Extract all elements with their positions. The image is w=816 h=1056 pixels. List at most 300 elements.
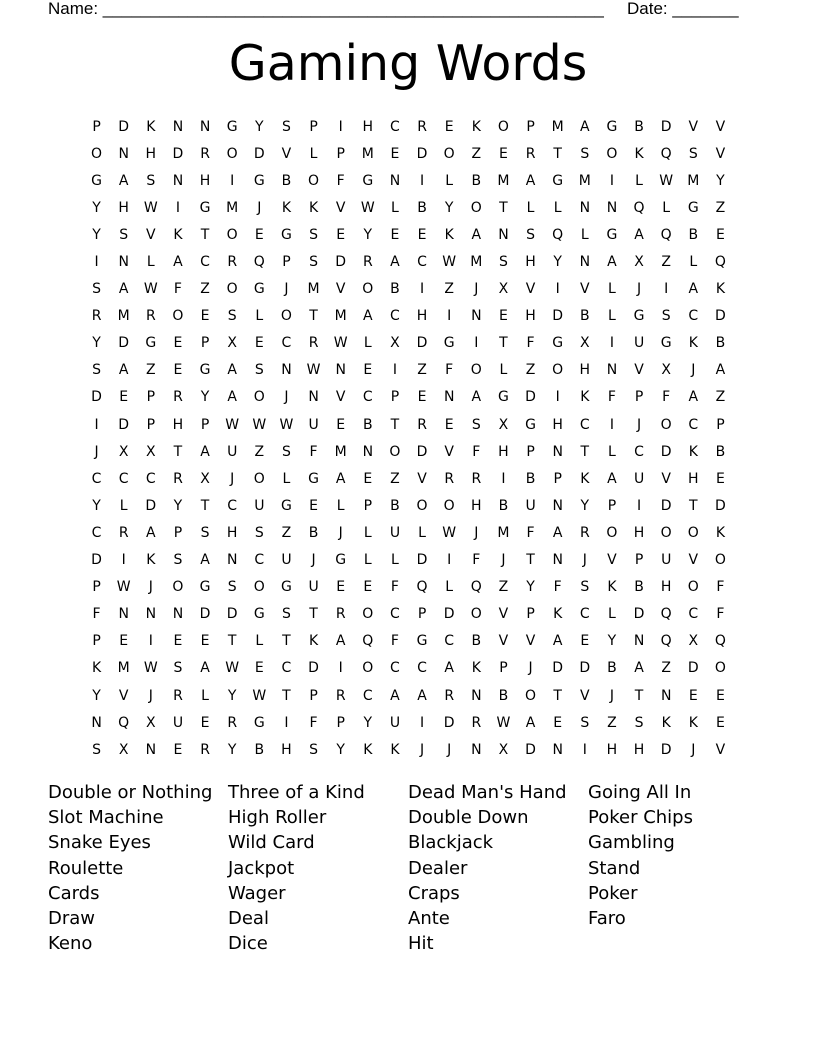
grid-letter: H xyxy=(471,497,482,514)
grid-letter: O xyxy=(91,145,103,162)
grid-letter: L xyxy=(363,524,372,541)
grid-letter: X xyxy=(580,335,590,352)
grid-letter: C xyxy=(118,470,129,487)
grid-letter: S xyxy=(92,362,101,379)
grid-letter: M xyxy=(497,524,510,541)
grid-letter: O xyxy=(687,524,699,541)
word-list-item: Ante xyxy=(408,907,450,929)
grid-letter: W xyxy=(225,660,240,677)
grid-letter: Z xyxy=(390,470,400,487)
grid-letter: A xyxy=(335,470,346,487)
grid-letter: K xyxy=(688,443,698,460)
grid-letter: A xyxy=(200,552,210,569)
grid-letter: L xyxy=(146,254,155,271)
grid-letter: G xyxy=(687,199,699,216)
word-list-item: Poker xyxy=(588,882,638,904)
grid-letter: T xyxy=(499,199,508,216)
grid-letter: B xyxy=(254,741,265,758)
grid-letter: O xyxy=(470,362,482,379)
grid-row xyxy=(83,140,734,167)
grid-letter: E xyxy=(173,362,183,379)
grid-letter: H xyxy=(199,172,211,189)
grid-letter: L xyxy=(445,579,454,596)
grid-letter: N xyxy=(443,389,455,406)
grid-letter: E xyxy=(119,633,129,650)
grid-letter: S xyxy=(254,362,264,379)
word-list-item: Craps xyxy=(408,882,460,904)
grid-letter: J xyxy=(284,281,289,298)
grid-letter: D xyxy=(633,606,645,623)
grid-letter: E xyxy=(363,579,373,596)
grid-letter: E xyxy=(580,633,590,650)
grid-letter: V xyxy=(525,633,536,650)
grid-letter: N xyxy=(118,254,129,271)
grid-letter: S xyxy=(146,172,156,189)
grid-letter: Y xyxy=(92,226,101,243)
grid-letter: M xyxy=(578,172,591,189)
grid-letter: X xyxy=(118,741,129,758)
grid-row xyxy=(83,438,734,465)
grid-letter: R xyxy=(471,714,482,731)
grid-letter: D xyxy=(715,308,726,325)
grid-letter: M xyxy=(497,172,510,189)
grid-letter: E xyxy=(499,145,508,162)
grid-letter: O xyxy=(253,579,265,596)
grid-letter: V xyxy=(281,145,292,162)
grid-letter: Y xyxy=(553,254,562,271)
grid-letter: L xyxy=(608,606,616,623)
grid-letter: L xyxy=(608,281,616,298)
grid-letter: V xyxy=(715,118,726,135)
word-list-item: Wager xyxy=(228,882,286,904)
grid-letter: H xyxy=(552,416,563,433)
grid-letter: S xyxy=(119,226,129,243)
grid-letter: F xyxy=(445,362,454,379)
grid-letter: G xyxy=(606,118,618,135)
grid-letter: Z xyxy=(146,362,156,379)
grid-letter: J xyxy=(338,524,343,541)
grid-letter: F xyxy=(716,579,725,596)
grid-letter: C xyxy=(634,443,644,460)
grid-letter: D xyxy=(118,416,130,433)
grid-letter: U xyxy=(661,552,672,569)
grid-letter: G xyxy=(91,172,102,189)
grid-letter: D xyxy=(525,741,536,758)
grid-letter: S xyxy=(281,606,291,623)
grid-letter: F xyxy=(92,606,101,623)
word-list xyxy=(48,780,788,956)
grid-letter: R xyxy=(200,741,210,758)
grid-letter: V xyxy=(634,362,644,379)
grid-letter: N xyxy=(308,389,319,406)
grid-letter: P xyxy=(634,552,644,569)
word-list-item: High Roller xyxy=(228,807,327,829)
grid-letter: O xyxy=(172,579,184,596)
grid-letter: B xyxy=(715,443,726,460)
grid-letter: F xyxy=(390,633,399,650)
grid-letter: D xyxy=(715,497,726,514)
grid-letter: G xyxy=(362,172,374,189)
grid-letter: B xyxy=(390,281,400,298)
grid-letter: V xyxy=(146,226,156,243)
grid-letter: N xyxy=(145,606,157,623)
grid-row xyxy=(83,276,734,303)
grid-letter: Q xyxy=(416,579,428,596)
grid-letter: D xyxy=(443,714,455,731)
grid-letter: P xyxy=(716,416,725,433)
grid-letter: V xyxy=(580,687,590,704)
grid-letter: N xyxy=(91,714,102,731)
grid-row xyxy=(83,709,734,736)
grid-letter: Y xyxy=(200,389,210,406)
grid-letter: I xyxy=(121,552,126,569)
word-list-item: Deal xyxy=(228,907,269,929)
grid-letter: O xyxy=(606,145,618,162)
grid-letter: I xyxy=(419,172,425,189)
grid-letter: P xyxy=(146,416,156,433)
grid-letter: E xyxy=(716,714,725,731)
grid-letter: Y xyxy=(444,199,454,216)
grid-letter: V xyxy=(417,470,427,487)
grid-letter: N xyxy=(552,497,563,514)
grid-letter: W xyxy=(496,714,511,731)
grid-letter: I xyxy=(230,172,235,189)
grid-letter: I xyxy=(392,362,397,379)
grid-letter: S xyxy=(227,308,237,325)
grid-letter: D xyxy=(660,443,672,460)
grid-letter: S xyxy=(471,416,481,433)
grid-letter: U xyxy=(633,470,645,487)
grid-letter: L xyxy=(391,552,399,569)
grid-letter: N xyxy=(362,443,374,460)
grid-letter: I xyxy=(609,416,614,433)
grid-letter: W xyxy=(442,524,457,541)
grid-letter: G xyxy=(335,552,347,569)
grid-letter: A xyxy=(173,254,183,271)
grid-letter: E xyxy=(444,416,454,433)
grid-letter: V xyxy=(715,741,726,758)
grid-letter: H xyxy=(118,199,129,216)
grid-letter: E xyxy=(200,714,210,731)
grid-letter: E xyxy=(417,226,427,243)
word-list-item: Dealer xyxy=(408,857,468,879)
grid-letter: C xyxy=(390,606,400,623)
grid-letter: H xyxy=(525,308,536,325)
grid-letter: U xyxy=(525,497,536,514)
grid-letter: H xyxy=(688,470,699,487)
grid-letter: N xyxy=(471,741,482,758)
grid-row xyxy=(83,411,734,438)
grid-letter: D xyxy=(335,254,347,271)
word-list-item: Double Down xyxy=(408,807,529,829)
grid-letter: E xyxy=(499,308,508,325)
grid-letter: Q xyxy=(660,145,672,162)
grid-letter: G xyxy=(253,281,265,298)
grid-letter: I xyxy=(582,741,587,758)
grid-letter: F xyxy=(526,524,535,541)
grid-letter: T xyxy=(282,633,291,650)
grid-letter: K xyxy=(580,389,590,406)
grid-letter: L xyxy=(445,172,454,189)
grid-letter: A xyxy=(607,254,617,271)
grid-letter: U xyxy=(281,552,292,569)
grid-letter: G xyxy=(443,335,455,352)
grid-letter: Q xyxy=(118,714,130,731)
grid-letter: P xyxy=(526,443,535,460)
grid-letter: A xyxy=(200,660,210,677)
grid-letter: B xyxy=(607,660,617,677)
grid-letter: V xyxy=(498,633,509,650)
grid-letter: Y xyxy=(580,497,590,514)
grid-letter: B xyxy=(498,687,509,704)
grid-letter: P xyxy=(363,497,373,514)
grid-letter: D xyxy=(416,443,428,460)
grid-letter: F xyxy=(607,389,616,406)
word-list-item: Dice xyxy=(228,933,268,955)
grid-letter: X xyxy=(498,281,509,298)
grid-letter: Y xyxy=(173,497,183,514)
grid-letter: T xyxy=(173,443,183,460)
grid-letter: Q xyxy=(660,226,672,243)
grid-letter: P xyxy=(607,497,617,514)
grid-letter: R xyxy=(525,145,536,162)
grid-letter: E xyxy=(716,226,725,243)
grid-letter: Y xyxy=(255,118,264,135)
grid-letter: N xyxy=(579,254,591,271)
grid-letter: K xyxy=(91,660,102,677)
grid-letter: W xyxy=(252,687,267,704)
grid-letter: C xyxy=(417,660,427,677)
grid-letter: I xyxy=(636,497,642,514)
grid-row xyxy=(83,113,734,140)
grid-letter: K xyxy=(471,660,481,677)
grid-letter: R xyxy=(227,714,238,731)
grid-letter: V xyxy=(525,281,536,298)
grid-letter: N xyxy=(552,443,563,460)
grid-letter: A xyxy=(390,254,400,271)
grid-letter: D xyxy=(91,389,102,406)
grid-letter: O xyxy=(660,416,672,433)
grid-letter: S xyxy=(580,579,590,596)
grid-letter: D xyxy=(416,145,428,162)
grid-letter: W xyxy=(143,199,158,216)
grid-letter: D xyxy=(145,497,157,514)
grid-letter: W xyxy=(252,416,267,433)
grid-letter: K xyxy=(715,281,726,298)
grid-letter: D xyxy=(579,660,591,677)
grid-letter: O xyxy=(362,281,374,298)
grid-letter: C xyxy=(91,524,102,541)
grid-letter: Y xyxy=(336,741,345,758)
grid-letter: H xyxy=(633,524,645,541)
grid-letter: O xyxy=(443,497,455,514)
grid-letter: I xyxy=(419,714,425,731)
grid-letter: D xyxy=(118,335,130,352)
grid-letter: H xyxy=(172,416,184,433)
grid-letter: F xyxy=(553,579,562,596)
grid-letter: R xyxy=(227,254,238,271)
grid-letter: I xyxy=(609,172,614,189)
grid-letter: F xyxy=(472,552,481,569)
grid-letter: K xyxy=(553,606,563,623)
grid-letter: C xyxy=(390,308,400,325)
grid-letter: G xyxy=(606,226,618,243)
grid-letter: A xyxy=(525,714,536,731)
grid-letter: T xyxy=(227,633,237,650)
grid-letter: I xyxy=(284,714,289,731)
grid-letter: F xyxy=(472,443,481,460)
word-list-item: Snake Eyes xyxy=(48,832,151,854)
grid-letter: L xyxy=(255,633,264,650)
grid-letter: K xyxy=(688,335,698,352)
grid-letter: O xyxy=(253,470,265,487)
grid-row xyxy=(83,601,734,628)
grid-letter: I xyxy=(175,199,180,216)
grid-letter: L xyxy=(363,552,372,569)
grid-letter: F xyxy=(390,579,399,596)
grid-letter: V xyxy=(688,118,699,135)
grid-letter: Y xyxy=(92,497,101,514)
grid-letter: A xyxy=(200,443,210,460)
grid-letter: Y xyxy=(227,687,237,704)
grid-letter: N xyxy=(633,633,645,650)
grid-letter: B xyxy=(281,172,292,189)
grid-letter: Y xyxy=(92,687,101,704)
grid-letter: L xyxy=(363,335,372,352)
grid-letter: H xyxy=(362,118,374,135)
grid-letter: L xyxy=(499,362,508,379)
grid-letter: I xyxy=(338,660,343,677)
grid-letter: C xyxy=(688,606,699,623)
grid-letter: N xyxy=(552,552,563,569)
date-field[interactable]: Date: _______ xyxy=(627,0,739,18)
grid-letter: D xyxy=(660,118,672,135)
word-list-item: Three of a Kind xyxy=(228,782,365,803)
grid-letter: W xyxy=(442,254,457,271)
grid-row xyxy=(83,492,734,519)
grid-letter: L xyxy=(336,497,345,514)
grid-letter: N xyxy=(606,199,618,216)
grid-letter: Z xyxy=(444,281,454,298)
grid-letter: G xyxy=(498,389,509,406)
grid-letter: F xyxy=(173,281,182,298)
word-list-item: Dead Man's Hand xyxy=(408,782,567,803)
word-list-item: Hit xyxy=(408,933,434,955)
grid-letter: B xyxy=(634,579,644,596)
grid-letter: A xyxy=(146,524,156,541)
grid-letter: T xyxy=(553,687,562,704)
grid-letter: R xyxy=(335,687,346,704)
grid-letter: X xyxy=(498,741,509,758)
grid-letter: N xyxy=(389,172,401,189)
grid-letter: A xyxy=(335,633,346,650)
grid-row xyxy=(83,384,734,411)
grid-letter: P xyxy=(526,606,535,623)
grid-letter: I xyxy=(447,308,452,325)
grid-letter: A xyxy=(634,660,644,677)
grid-letter: A xyxy=(580,118,590,135)
grid-letter: W xyxy=(360,199,375,216)
grid-letter: K xyxy=(173,226,183,243)
grid-letter: Q xyxy=(714,633,726,650)
grid-letter: V xyxy=(580,281,590,298)
grid-letter: Z xyxy=(498,579,509,596)
grid-row xyxy=(83,221,734,248)
grid-letter: J xyxy=(284,389,289,406)
grid-letter: W xyxy=(659,172,674,189)
grid-letter: H xyxy=(606,741,618,758)
grid-letter: A xyxy=(471,389,482,406)
grid-letter: J xyxy=(447,741,452,758)
grid-letter: J xyxy=(148,579,153,596)
grid-letter: G xyxy=(525,416,536,433)
grid-letter: O xyxy=(443,145,455,162)
grid-letter: T xyxy=(526,552,535,569)
grid-letter: O xyxy=(389,443,401,460)
grid-letter: I xyxy=(94,416,99,433)
grid-letter: X xyxy=(146,714,156,731)
grid-letter: I xyxy=(148,633,153,650)
grid-letter: D xyxy=(199,606,211,623)
word-list-item: Blackjack xyxy=(408,832,494,854)
word-list-item: Roulette xyxy=(48,857,124,879)
grid-letter: S xyxy=(92,281,101,298)
grid-letter: L xyxy=(553,199,562,216)
grid-letter: T xyxy=(309,308,318,325)
grid-letter: J xyxy=(94,443,99,460)
grid-letter: V xyxy=(118,687,129,704)
grid-letter: P xyxy=(390,389,400,406)
grid-letter: N xyxy=(579,199,591,216)
grid-letter: V xyxy=(607,552,617,569)
grid-letter: Q xyxy=(253,254,265,271)
grid-letter: A xyxy=(634,226,644,243)
grid-letter: O xyxy=(606,524,618,541)
grid-letter: C xyxy=(254,552,265,569)
word-list-item: Draw xyxy=(48,907,96,929)
grid-letter: P xyxy=(336,145,345,162)
page-title: Gaming Words xyxy=(228,35,588,92)
grid-letter: P xyxy=(417,606,427,623)
grid-letter: A xyxy=(471,226,482,243)
grid-letter: G xyxy=(253,606,265,623)
grid-letter: T xyxy=(282,687,291,704)
grid-letter: M xyxy=(361,145,374,162)
grid-row xyxy=(83,628,734,655)
word-list-item: Jackpot xyxy=(228,857,295,879)
grid-letter: D xyxy=(226,606,238,623)
grid-letter: Y xyxy=(363,226,373,243)
grid-letter: J xyxy=(311,552,316,569)
grid-letter: T xyxy=(309,606,318,623)
grid-letter: Z xyxy=(661,660,671,677)
word-list-item: Double or Nothing xyxy=(48,782,213,803)
grid-letter: O xyxy=(226,145,238,162)
grid-letter: Q xyxy=(714,254,726,271)
grid-letter: N xyxy=(606,362,618,379)
grid-row xyxy=(83,736,734,763)
grid-letter: O xyxy=(253,389,265,406)
grid-letter: O xyxy=(470,606,482,623)
word-list-item: Stand xyxy=(588,857,641,879)
grid-letter: K xyxy=(471,118,481,135)
grid-row xyxy=(83,167,734,194)
grid-letter: N xyxy=(281,362,292,379)
name-field[interactable]: Name: _____________________________________________________ xyxy=(48,0,604,18)
grid-letter: E xyxy=(363,470,373,487)
grid-letter: E xyxy=(553,714,563,731)
grid-letter: X xyxy=(146,443,156,460)
